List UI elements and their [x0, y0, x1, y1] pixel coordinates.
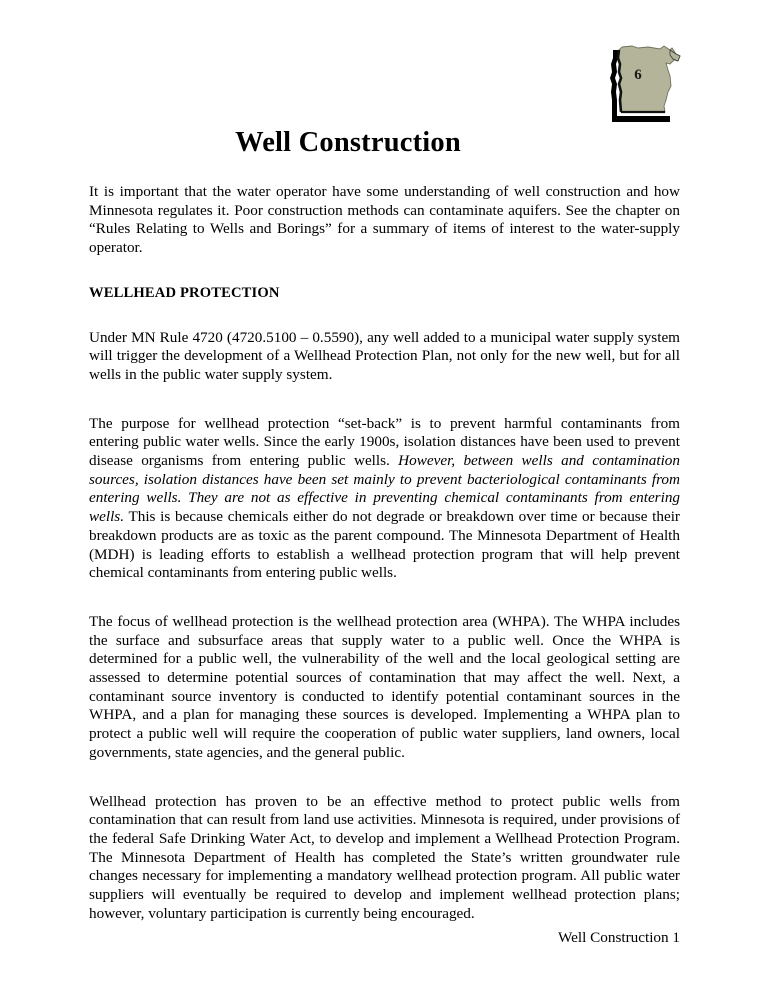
setback-text-tail: This is because chemicals either do not degrade or breakdown over time or because their breakdown products are as toxic as the parent compound. The Minnesota Department of Health (MDH) is leading efforts to establish a wellhead protection program that will help prevent chemical contaminants from entering public wells.: [89, 508, 680, 582]
minnesota-state-outline-icon: [608, 44, 688, 130]
spacer: [89, 320, 680, 329]
spacer: [89, 275, 680, 284]
spacer: [89, 402, 680, 415]
chapter-number: 6: [634, 67, 642, 83]
page-title: Well Construction: [235, 127, 461, 159]
intro-paragraph: It is important that the water operator have some understanding of well construction and how Minnesota regulates it. Poor construction methods can contaminate aquifers. See the chapter on “Rules Relating to Wells and Borings” for a summary of items of interest to the water-supply operator.: [89, 183, 680, 257]
paragraph-whpa: The focus of wellhead protection is the wellhead protection area (WHPA). The WHPA includes the surface and subsurface areas that supply water to a public well. Once the WHPA is determined for a public well, the vulnerability of the well and the local geological setting are assessed to determine potential sources of contamination that may affect the well. Next, a contaminant source inventory is conducted to identify potential contaminant sources in the WHPA, and a plan for managing these sources is developed. Implementing a WHPA plan to protect a public well will require the cooperation of public water suppliers, land owners, local governments, state agencies, and the general public.: [89, 612, 680, 761]
paragraph-effectiveness: Wellhead protection has proven to be an effective method to protect public wells from contamination that can result from land use activities. Minnesota is required, under provisions of the federal Safe Drinking Water Act, to develop and implement a Wellhead Protection Program. The Minnesota Department of Health has completed the State’s written groundwater rule changes necessary for implementing a mandatory wellhead protection program. All public water suppliers will eventually be required to develop and implement wellhead protection plans; however, voluntary participation is currently being encouraged.: [89, 792, 680, 922]
chapter-badge: [608, 44, 688, 130]
page-footer: Well Construction 1: [558, 929, 680, 946]
document-body: [89, 183, 680, 924]
spacer: [89, 600, 680, 613]
setback-text-lead: The purpose for wellhead protection “set-back” is to prevent harmful contaminants from entering public water wells. Since the early 1900s, isolation distances have been used to prevent disease organisms from entering public wells.: [89, 414, 680, 470]
paragraph-mn-rule-4720: Under MN Rule 4720 (4720.5100 – 0.5590), any well added to a municipal water supply system will trigger the development of a Wellhead Protection Plan, not only for the new well, but for all wells in the public water supply system.: [89, 328, 680, 383]
paragraph-setback: [89, 415, 680, 583]
spacer: [89, 780, 680, 793]
setback-italic-emphasis: However, between wells and contamination sources, isolation distances have been set mainly to prevent bacteriological contaminants from entering wells. They are not as effective in preventing chemical contaminants from entering wells.: [89, 452, 680, 526]
section-heading-wellhead-protection: WELLHEAD PROTECTION: [89, 284, 280, 301]
